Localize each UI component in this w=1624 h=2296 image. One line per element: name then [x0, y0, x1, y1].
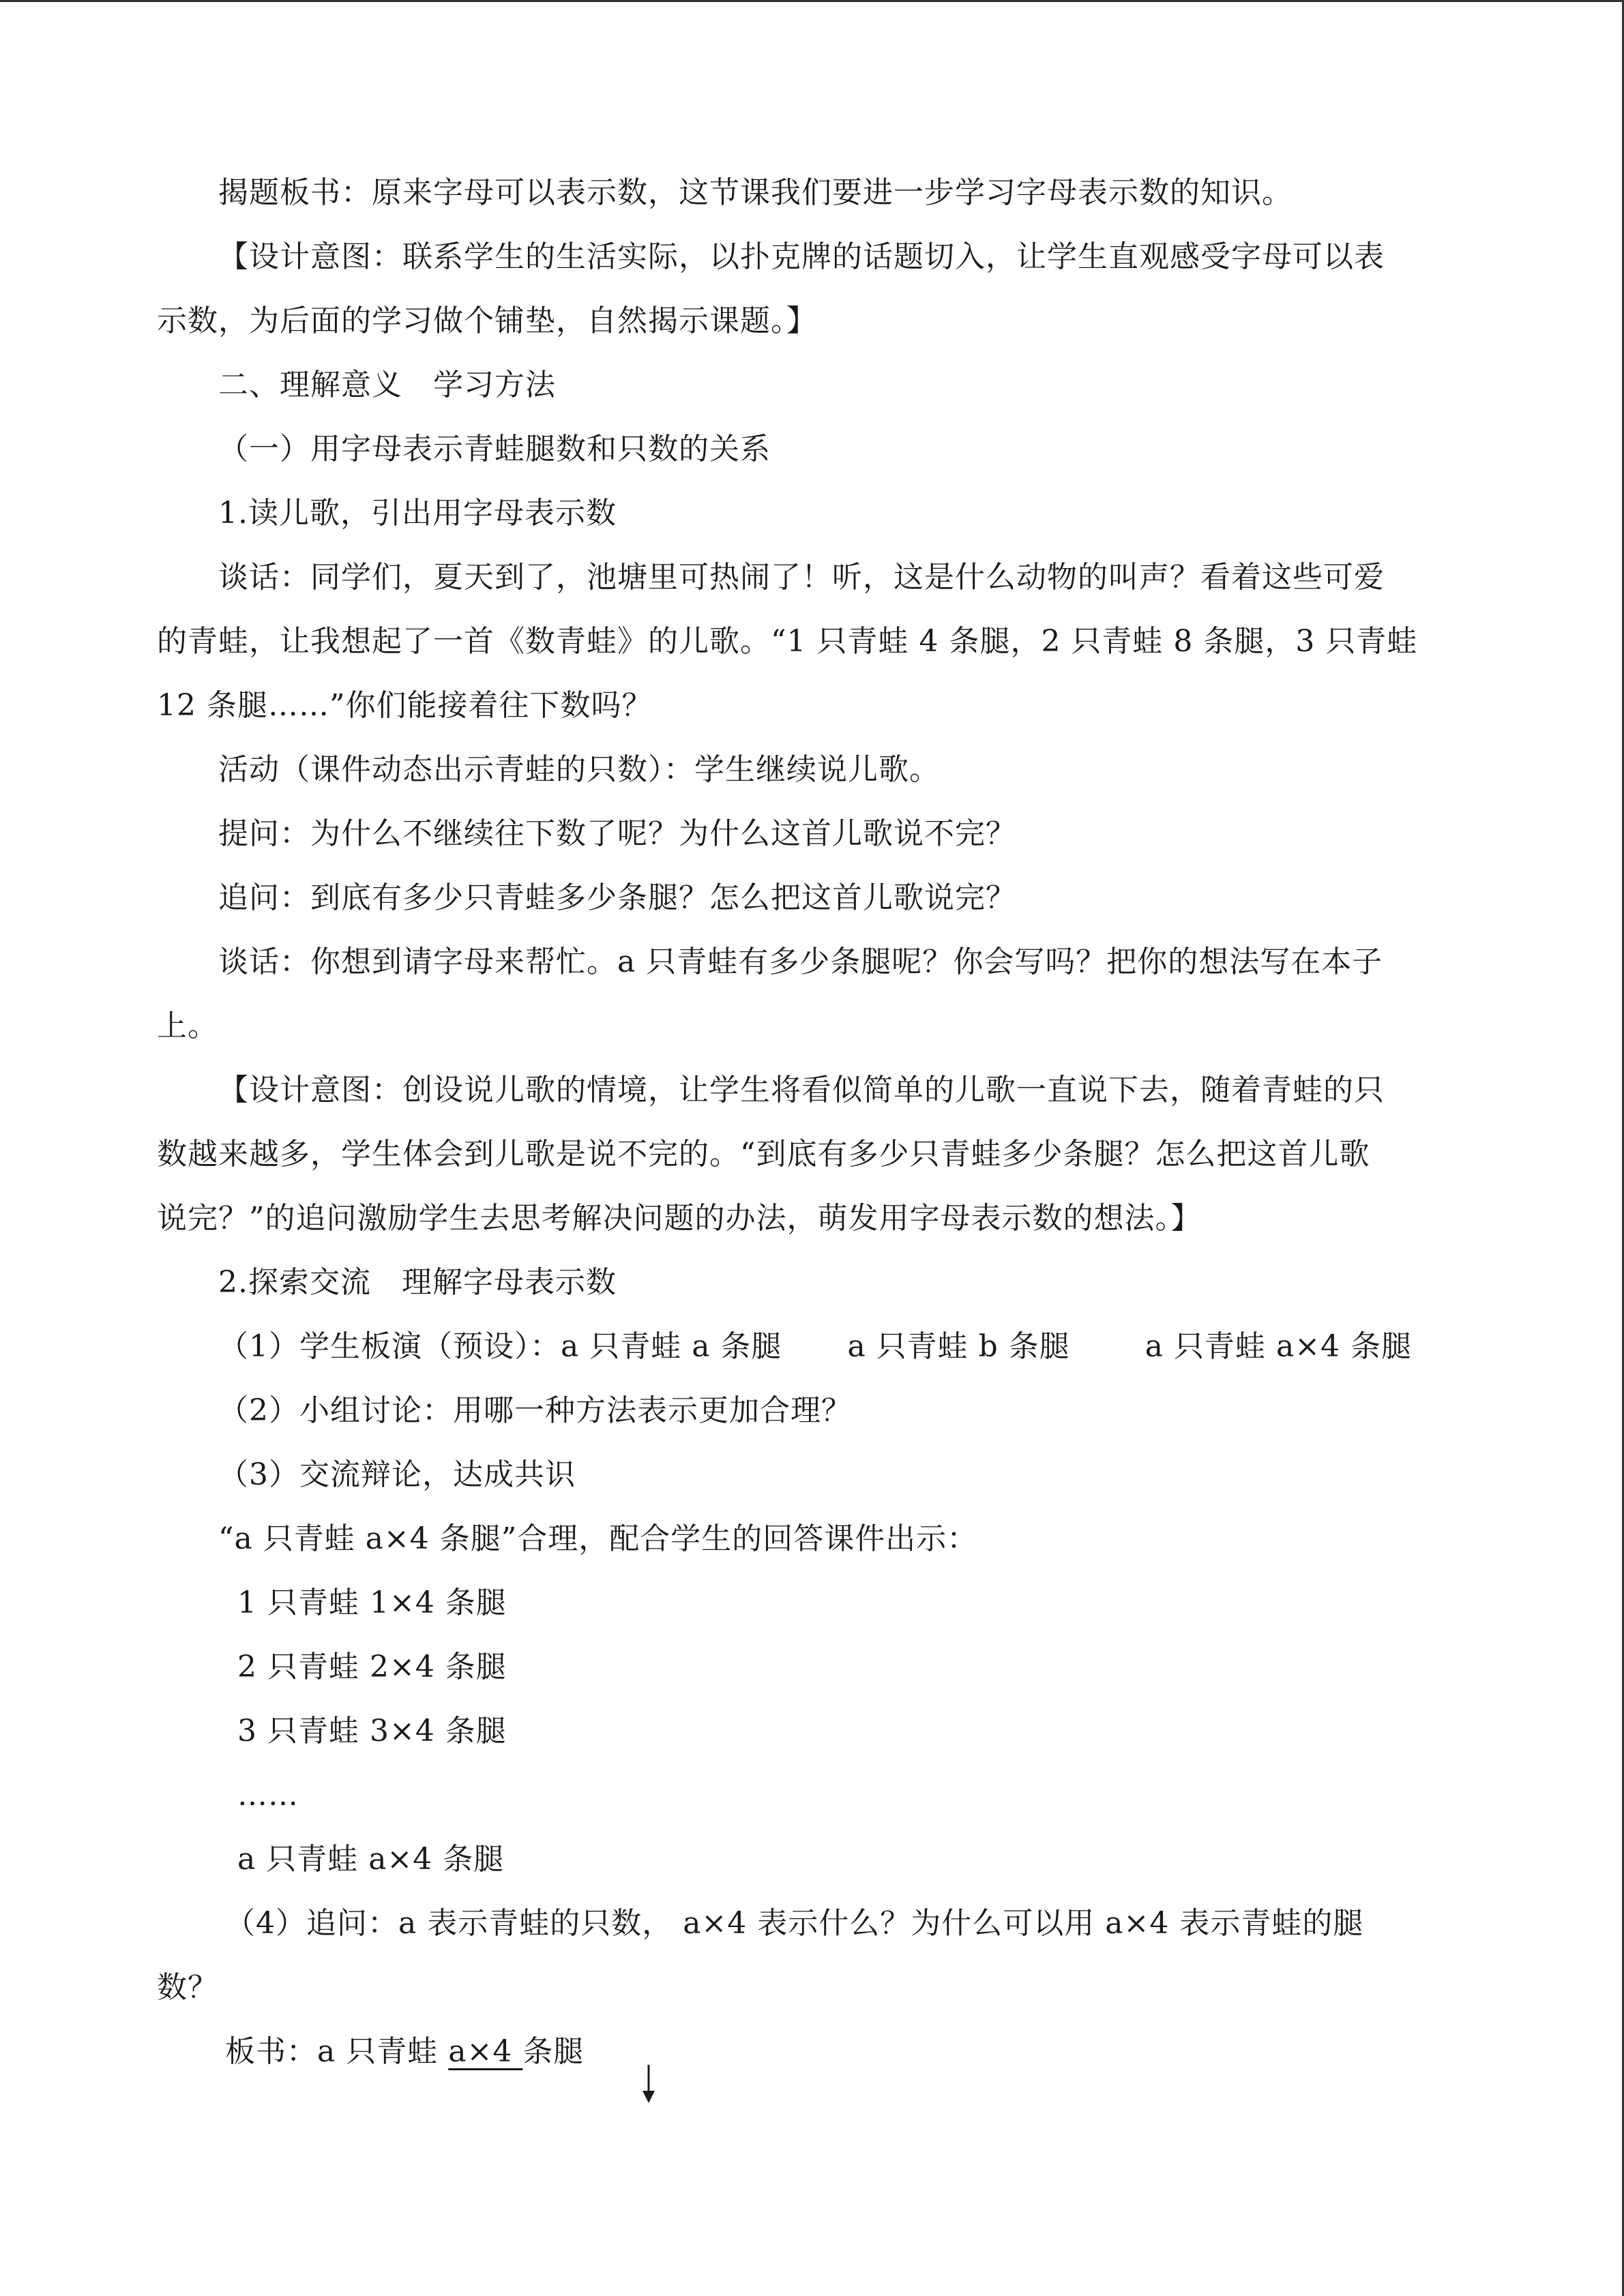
board-preset-option-3: a 只青蛙 a×4 条腿: [1145, 1329, 1413, 1364]
followup-question-b: 数？: [157, 1970, 218, 2005]
example-ellipsis: ……: [237, 1778, 299, 1813]
paragraph-design-intent-2a: 【设计意图：创设说儿歌的情境，让学生将看似简单的儿歌一直说下去，随着青蛙的只: [218, 1073, 1385, 1107]
board-underlined-expression: a×4: [448, 2034, 523, 2069]
debate-line: （3）交流辩论，达成共识: [218, 1457, 576, 1492]
example-line-general: a 只青蛙 a×4 条腿: [237, 1842, 505, 1877]
document-body: [157, 161, 1466, 2084]
down-arrow-icon: [638, 2063, 659, 2104]
discussion-line: （2）小组讨论：用哪一种方法表示更加合理？: [218, 1393, 852, 1428]
followup-question-a: （4）追问：a 表示青蛙的只数， a×4 表示什么？为什么可以用 a×4 表示青蛙的腿: [225, 1906, 1364, 1941]
board-writing-row: [157, 2020, 1466, 2084]
board-preset-label: （1）学生板演（预设）：: [218, 1329, 561, 1364]
board-preset-row: [157, 1315, 1466, 1379]
paragraph-activity: 活动（课件动态出示青蛙的只数）：学生继续说儿歌。: [218, 752, 940, 787]
example-line-3: 3 只青蛙 3×4 条腿: [237, 1714, 507, 1748]
paragraph-question: 提问：为什么不继续往下数了呢？为什么这首儿歌说不完？: [218, 816, 1016, 851]
example-line-2: 2 只青蛙 2×4 条腿: [237, 1650, 507, 1684]
paragraph-design-intent-2c: 说完？”的追问激励学生去思考解决问题的办法，萌发用字母表示数的想法。】: [157, 1201, 1202, 1236]
board-preset-option-2: a 只青蛙 b 条腿: [847, 1329, 1070, 1364]
subsection-heading-1: （一）用字母表示青蛙腿数和只数的关系: [218, 432, 771, 466]
paragraph-topic: 揭题板书：原来字母可以表示数，这节课我们要进一步学习字母表示数的知识。: [218, 175, 1293, 210]
paragraph-talk-2b: 上。: [157, 1009, 218, 1043]
item-heading-1: 1.读儿歌，引出用字母表示数: [218, 496, 617, 531]
paragraph-talk-1a: 谈话：同学们，夏天到了，池塘里可热闹了！听，这是什么动物的叫声？看着这些可爱: [218, 560, 1385, 595]
board-prefix: 板书：a 只青蛙: [225, 2034, 449, 2069]
board-preset-option-1: a 只青蛙 a 条腿: [561, 1329, 782, 1364]
paragraph-talk-1c: 12 条腿……”你们能接着往下数吗？: [157, 688, 653, 723]
example-line-1: 1 只青蛙 1×4 条腿: [237, 1585, 507, 1620]
consensus-line: “a 只青蛙 a×4 条腿”合理，配合学生的回答课件出示：: [218, 1521, 978, 1556]
paragraph-design-intent-2b: 数越来越多，学生体会到儿歌是说不完的。“到底有多少只青蛙多少条腿？怎么把这首儿歌: [157, 1137, 1370, 1172]
paragraph-talk-1b: 的青蛙，让我想起了一首《数青蛙》的儿歌。“1 只青蛙 4 条腿，2 只青蛙 8 条腿，3 只青蛙: [157, 624, 1418, 659]
paragraph-followup: 追问：到底有多少只青蛙多少条腿？怎么把这首儿歌说完？: [218, 880, 1016, 915]
board-suffix: 条腿: [522, 2034, 585, 2069]
section-heading-2: 二、理解意义 学习方法: [218, 368, 556, 402]
paragraph-talk-2a: 谈话：你想到请字母来帮忙。a 只青蛙有多少条腿呢？你会写吗？把你的想法写在本子: [218, 944, 1383, 979]
paragraph-design-intent-1a: 【设计意图：联系学生的生活实际，以扑克牌的话题切入，让学生直观感受字母可以表: [218, 239, 1385, 274]
item-heading-2: 2.探索交流 理解字母表示数: [218, 1265, 617, 1300]
paragraph-design-intent-1b: 示数，为后面的学习做个铺垫，自然揭示课题。】: [157, 303, 817, 338]
